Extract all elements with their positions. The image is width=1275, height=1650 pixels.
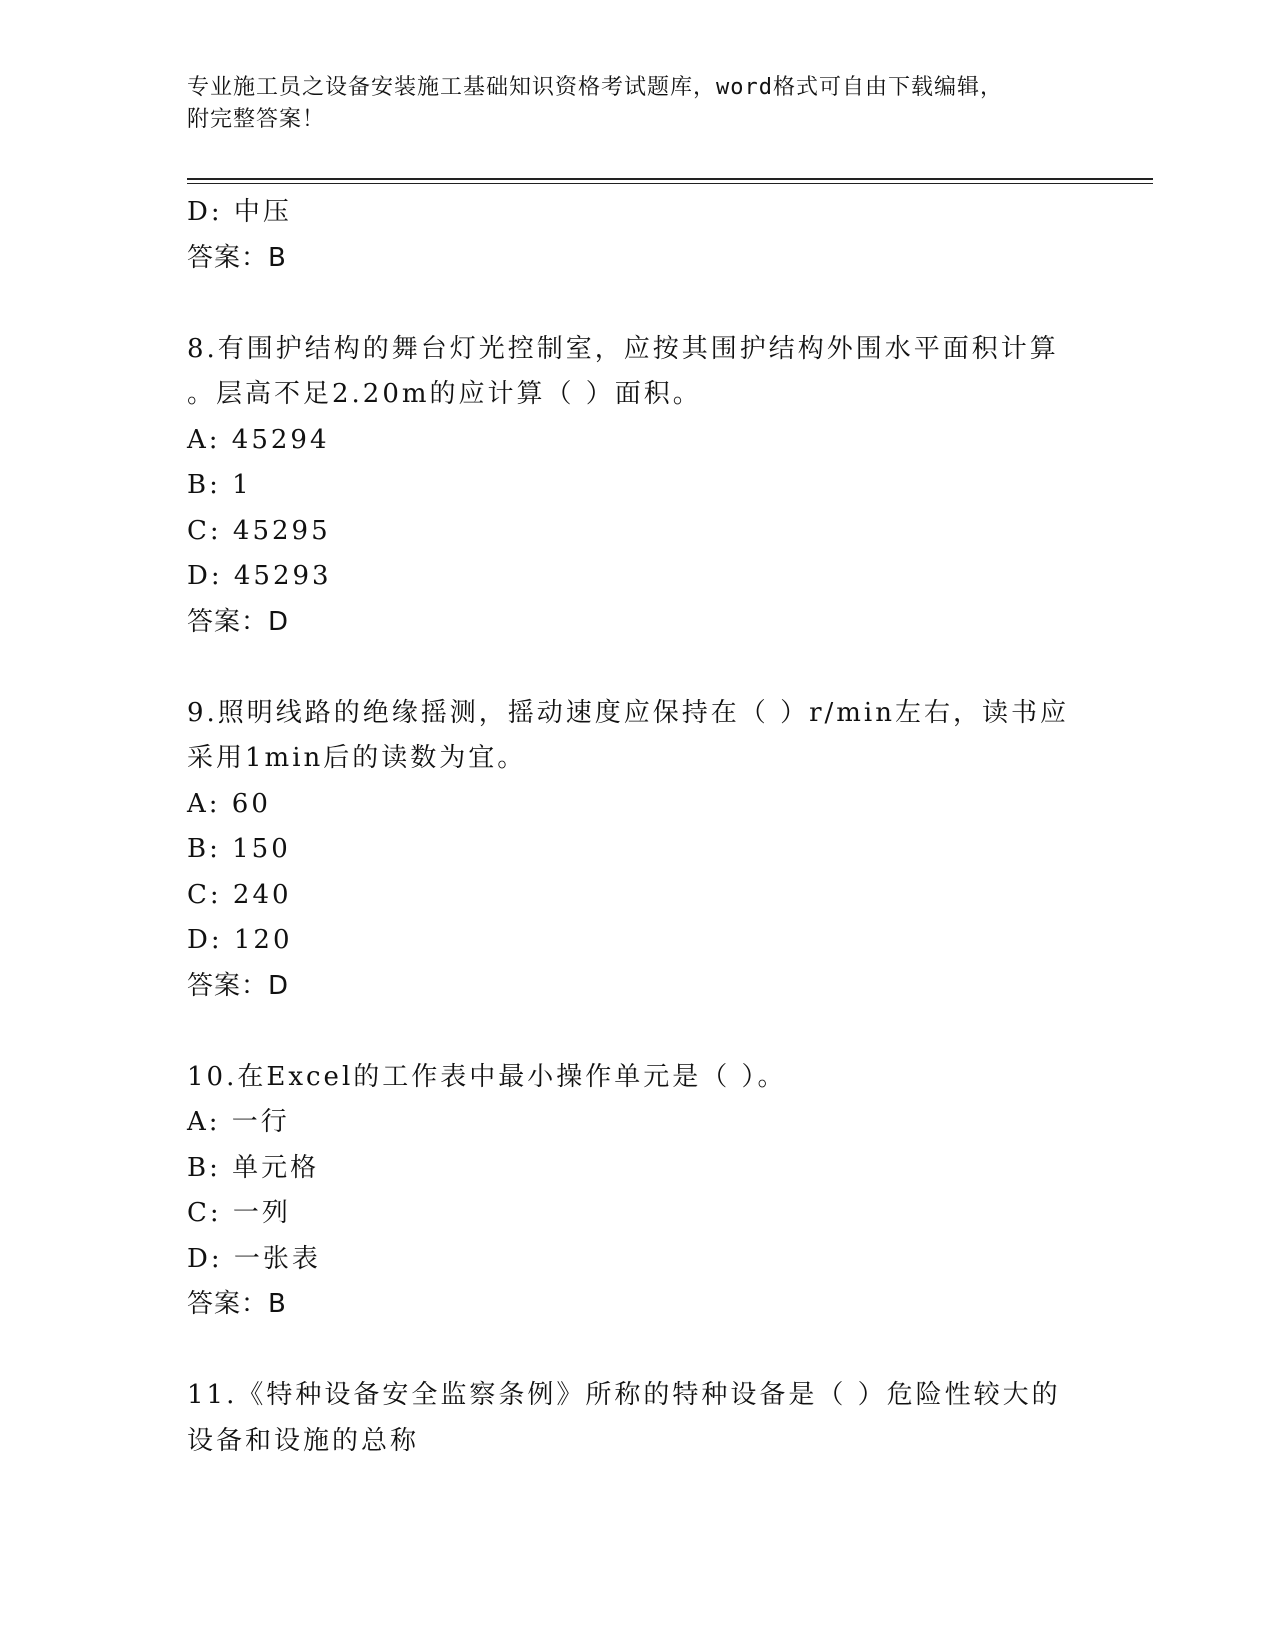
option-c: C: 45295	[187, 515, 331, 546]
question-stem: 8.有围护结构的舞台灯光控制室，应按其围护结构外围水平面积计算	[187, 333, 1059, 364]
option-c: C: 一列	[187, 1198, 291, 1228]
question-11	[187, 1373, 1087, 1464]
header-divider-thick	[187, 178, 1153, 180]
spacer	[187, 1009, 1087, 1055]
option-c: C: 240	[187, 879, 292, 910]
option-a: A: 45294	[187, 424, 330, 455]
header-divider-thin	[187, 183, 1153, 184]
question-10	[187, 1055, 1087, 1328]
option-d: D: 一张表	[187, 1243, 321, 1274]
option-a: A: 一行	[187, 1107, 290, 1137]
spacer	[187, 1328, 1087, 1374]
question-stem-continued: 设备和设施的总称	[187, 1425, 420, 1456]
option-d: D: 120	[187, 925, 293, 955]
question-stem-continued: 采用1min后的读数为宜。	[187, 743, 527, 773]
option-a: A: 60	[187, 788, 271, 819]
document-header	[187, 72, 1087, 136]
question-stem: 11.《特种设备安全监察条例》所称的特种设备是（ ）危险性较大的	[187, 1380, 1061, 1410]
spacer	[187, 281, 1087, 327]
option-b: B: 单元格	[187, 1152, 320, 1183]
answer-line: 答案：D	[187, 970, 290, 1001]
option-b: B: 1	[187, 470, 252, 500]
answer-line: 答案：B	[187, 1289, 287, 1319]
answer-line: 答案：B	[187, 242, 287, 273]
option-d: D: 中压	[187, 197, 292, 227]
question-stem: 9.照明线路的绝缘摇测，摇动速度应保持在（ ）r/min左右，读书应	[187, 697, 1069, 728]
question-stem-continued: 。层高不足2.20m的应计算（ ）面积。	[187, 379, 702, 409]
answer-line: 答案：D	[187, 606, 290, 637]
header-line-1: 专业施工员之设备安装施工基础知识资格考试题库，word格式可自由下载编辑，	[187, 75, 1003, 100]
question-stem: 10.在Excel的工作表中最小操作单元是（ ）。	[187, 1061, 787, 1092]
question-list	[187, 190, 1087, 1464]
option-b: B: 150	[187, 834, 291, 864]
header-line-2: 附完整答案！	[187, 107, 326, 132]
question-9	[187, 691, 1087, 1010]
option-d: D: 45293	[187, 561, 332, 591]
spacer	[187, 645, 1087, 691]
question-8	[187, 327, 1087, 646]
